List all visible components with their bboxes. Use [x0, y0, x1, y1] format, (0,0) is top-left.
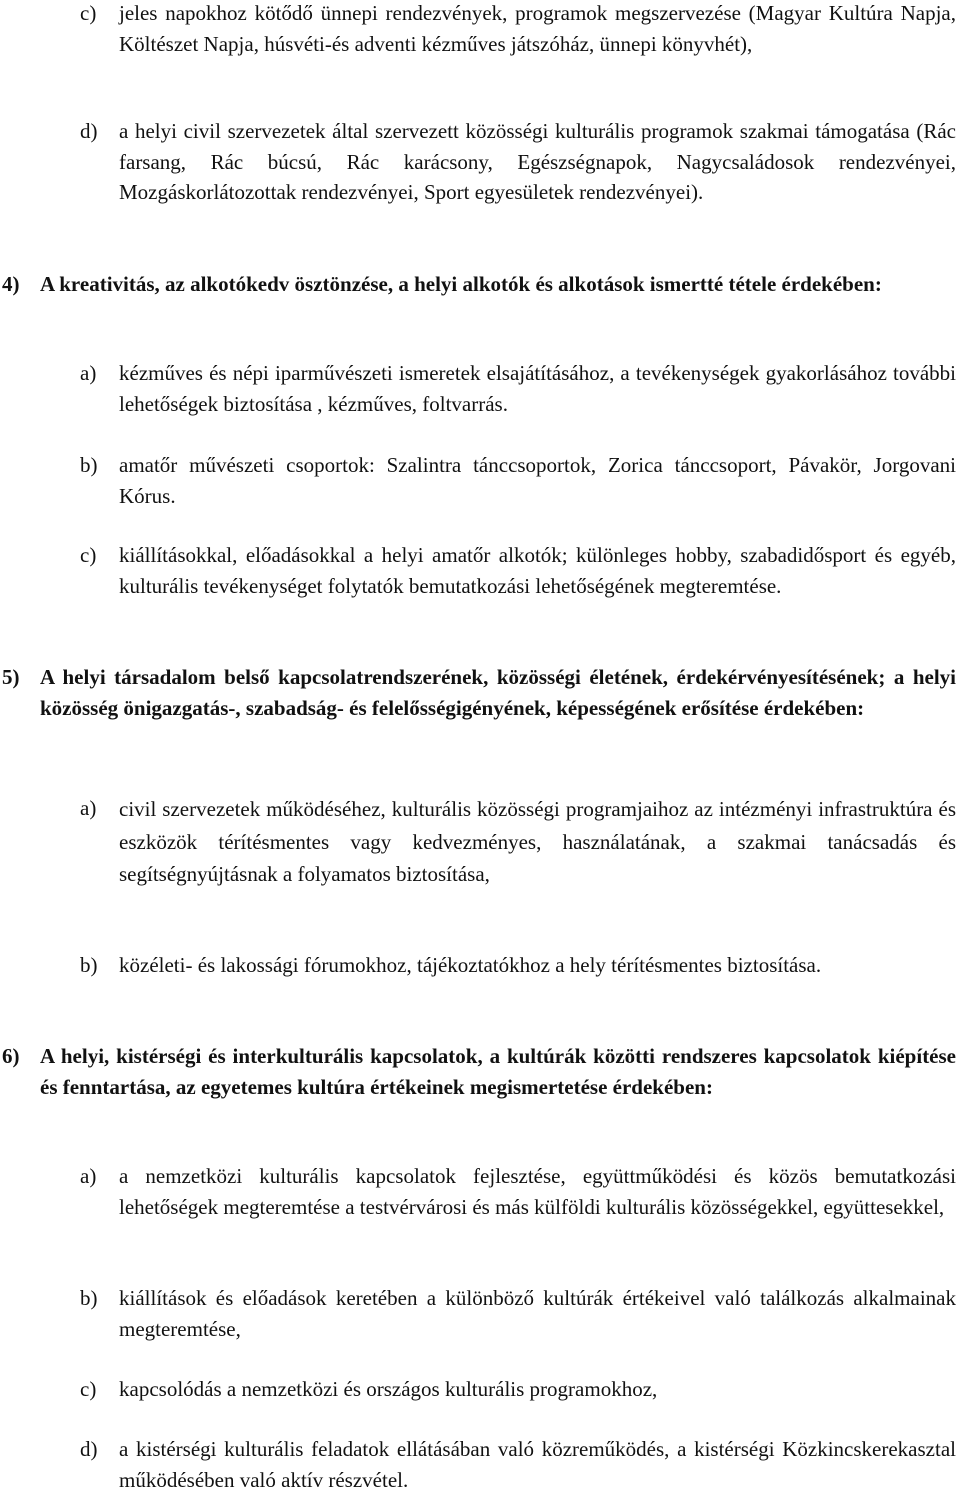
list-item	[80, 793, 956, 891]
section-number: 5)	[2, 665, 20, 689]
section-heading	[2, 1041, 956, 1102]
section-heading-text: A helyi, kistérségi és interkulturális kapcsolatok, a kultúrák közötti rendszeres kapcsolatok kiépítése és fenntartása, az egyetemes kultúra értékeinek megismertetése érdekében:	[40, 1044, 956, 1099]
list-item-text: közéleti- és lakossági fórumokhoz, tájékoztatókhoz a hely térítésmentes biztosítása.	[119, 953, 822, 977]
section-heading	[2, 269, 956, 300]
list-marker: b)	[80, 953, 98, 977]
list-item-text: kiállításokkal, előadásokkal a helyi amatőr alkotók; különleges hobby, szabadidősport és egyéb, kulturális tevékenységet folytatók bemutatkozási lehetőségének megteremtése.	[119, 543, 956, 598]
list-item	[80, 0, 956, 59]
section-heading-text: A kreativitás, az alkotókedv ösztönzése, a helyi alkotók és alkotások ismertté tétele érdekében:	[40, 272, 882, 296]
list-item-text: a kistérségi kulturális feladatok ellátásában való közreműködés, a kistérségi Közkincskerekasztal működésében való aktív részvétel.	[119, 1437, 956, 1492]
list-marker: c)	[80, 1, 97, 25]
list-item-text: jeles napokhoz kötődő ünnepi rendezvények, programok megszervezése (Magyar Kultúra Napja, Költészet Napja, húsvéti-és adventi kézműves játszóház, ünnepi könyvhét),	[119, 1, 956, 56]
list-item	[80, 450, 956, 511]
section-heading	[2, 662, 956, 723]
list-item	[80, 1374, 956, 1405]
list-item-text: a nemzetközi kulturális kapcsolatok fejlesztése, együttműködési és közös bemutatkozási lehetőségek megteremtése a testvérvárosi és más külföldi kulturális közösségekkel, együttesekkel,	[119, 1164, 956, 1219]
list-item-text: kapcsolódás a nemzetközi és országos kulturális programokhoz,	[119, 1377, 658, 1401]
list-marker: b)	[80, 453, 98, 477]
list-marker: d)	[80, 1437, 98, 1461]
list-item-text: kiállítások és előadások keretében a különböző kultúrák értékeivel való találkozás alkalmainak megteremtése,	[119, 1286, 956, 1341]
section-number: 6)	[2, 1044, 20, 1068]
list-marker: a)	[80, 1164, 97, 1188]
list-item	[80, 1283, 956, 1344]
list-item-text: civil szervezetek működéséhez, kulturális közösségi programjaihoz az intézményi infrastruktúra és eszközök térítésmentes vagy kedvezményes, használatának, a szakmai tanácsadás és segítségnyújtásnak a folyamatos biztosítása,	[119, 797, 956, 886]
list-item	[80, 1161, 956, 1222]
list-item-text: amatőr művészeti csoportok: Szalintra tánccsoportok, Zorica tánccsoport, Pávakör, Jorgovani Kórus.	[119, 453, 956, 508]
section-number: 4)	[2, 272, 20, 296]
list-marker: b)	[80, 1286, 98, 1310]
list-item	[80, 1434, 956, 1495]
list-item	[80, 358, 956, 419]
section-heading-text: A helyi társadalom belső kapcsolatrendszerének, közösségi életének, érdekérvényesítésének; a helyi közösség önigazgatás-, szabadság- és felelősségigényének, képességének erősítése érdekében:	[40, 665, 956, 720]
list-marker: a)	[80, 361, 97, 385]
list-item	[80, 540, 956, 601]
list-marker: d)	[80, 119, 98, 143]
list-item-text: a helyi civil szervezetek által szervezett közösségi kulturális programok szakmai támogatása (Rác farsang, Rác búcsú, Rác karácsony, Egészségnapok, Nagycsaládosok rendezvényei, Mozgáskorlátozottak rendezvényei, Sport egyesületek rendezvényei).	[119, 119, 956, 204]
list-marker: c)	[80, 1377, 97, 1401]
list-marker: c)	[80, 543, 97, 567]
list-marker: a)	[80, 796, 97, 820]
list-item-text: kézműves és népi iparművészeti ismeretek elsajátításához, a tevékenységek gyakorlásához további lehetőségek biztosítása , kézműves, foltvarrás.	[119, 361, 956, 416]
list-item	[80, 950, 956, 981]
list-item	[80, 116, 956, 208]
